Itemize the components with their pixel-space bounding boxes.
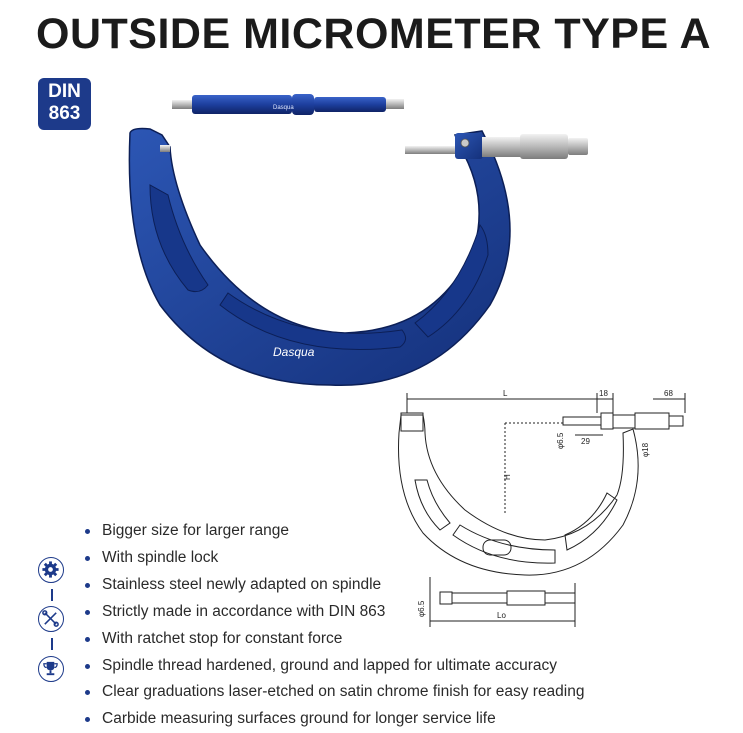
dim-spindle-diameter-label: φ6.5 [556, 432, 565, 449]
sleeve [482, 137, 522, 157]
dim-thimble-diameter-label: φ18 [641, 442, 650, 457]
trophy-icon [38, 656, 64, 682]
dim-h-label: H [503, 474, 512, 480]
dim-l-label: L [503, 389, 508, 398]
thimble [520, 134, 568, 159]
spindle [405, 146, 457, 154]
icon-connector [51, 638, 53, 650]
feature-item: Strictly made in accordance with DIN 863 [85, 599, 584, 626]
tools-icon [38, 606, 64, 632]
dim-29-label: 29 [581, 437, 590, 446]
dim-18-label: 18 [599, 389, 608, 398]
feature-item: With ratchet stop for constant force [85, 626, 584, 653]
feature-item: Carbide measuring surfaces ground for longer service life [85, 706, 584, 733]
feature-item: Bigger size for larger range [85, 518, 584, 545]
icon-connector [51, 589, 53, 601]
feature-item: Stainless steel newly adapted on spindle [85, 572, 584, 599]
badge-line-2: 863 [48, 103, 81, 124]
ratchet [568, 138, 588, 155]
micrometer-photo [110, 85, 610, 405]
brand-logo: Dasqua [273, 345, 315, 359]
feature-item: Spindle thread hardened, ground and lapped for ultimate accuracy [85, 653, 584, 680]
feature-item: With spindle lock [85, 545, 584, 572]
dim-rod-diameter-label: φ6.5 [417, 600, 426, 617]
setting-rod [172, 94, 404, 115]
din-badge [38, 78, 91, 130]
feature-item: Clear graduations laser-etched on satin chrome finish for easy reading [85, 679, 584, 706]
dim-lo-label: Lo [497, 611, 506, 620]
gear-icon [38, 557, 64, 583]
feature-list [85, 518, 584, 733]
page-title: OUTSIDE MICROMETER TYPE A [36, 10, 712, 58]
spindle-lock [461, 139, 469, 147]
dim-68-label: 68 [664, 389, 673, 398]
badge-line-1: DIN [48, 81, 81, 102]
rod-marking: Dasqua [273, 105, 294, 111]
